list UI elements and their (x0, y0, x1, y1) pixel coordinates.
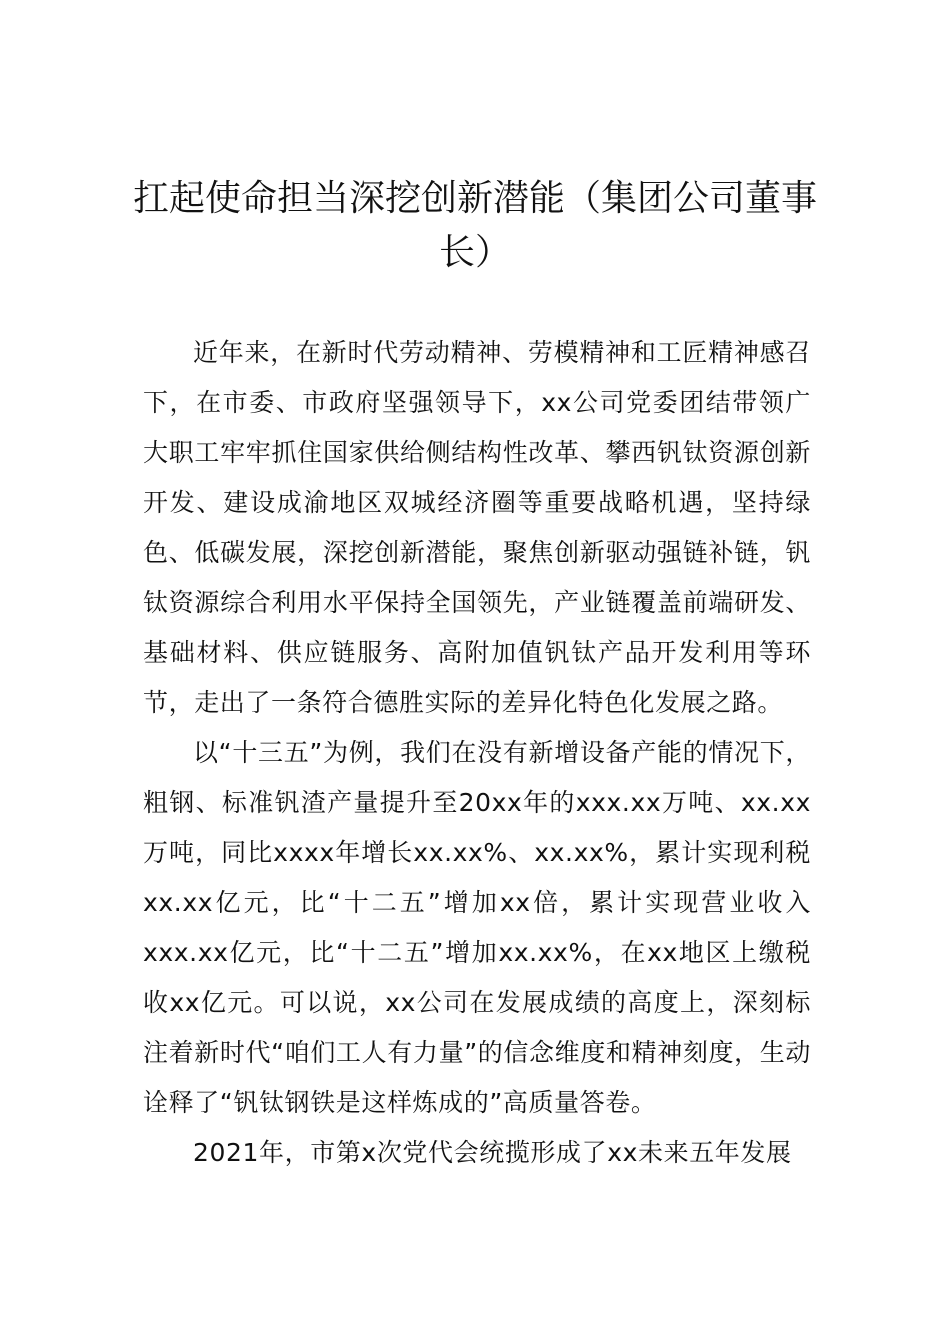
document-body (143, 328, 811, 1178)
paragraph-3: 2021年，市第x次党代会统揽形成了xx未来五年发展 (193, 1138, 792, 1167)
document-title: 扛起使命担当深挖创新潜能（集团公司董事长） (132, 178, 817, 273)
paragraph-1: 近年来，在新时代劳动精神、劳模精神和工匠精神感召下，在市委、市政府坚强领导下，xx公司党委团结带领广大职工牢牢抓住国家供给侧结构性改革、攀西钒钛资源创新开发、建设成渝地区双城经济圈等重要战略机遇，坚持绿色、低碳发展，深挖创新潜能，聚焦创新驱动强链补链，钒钛资源综合利用水平保持全国领先，产业链覆盖前端研发、基础材料、供应链服务、高附加值钒钛产品开发利用等环节，走出了一条符合德胜实际的差异化特色化发展之路。 (143, 338, 811, 717)
paragraph-2: 以“十三五”为例，我们在没有新增设备产能的情况下，粗钢、标准钒渣产量提升至20xx年的xxx.xx万吨、xx.xx万吨，同比xxxx年增长xx.xx%、xx.xx%，累计实现利税xx.xx亿元，比“十二五”增加xx倍，累计实现营业收入xxx.xx亿元，比“十二五”增加xx.xx%，在xx地区上缴税收xx亿元。可以说，xx公司在发展成绩的高度上，深刻标注着新时代“咱们工人有力量”的信念维度和精神刻度，生动诠释了“钒钛钢铁是这样炼成的”高质量答卷。 (143, 738, 811, 1117)
